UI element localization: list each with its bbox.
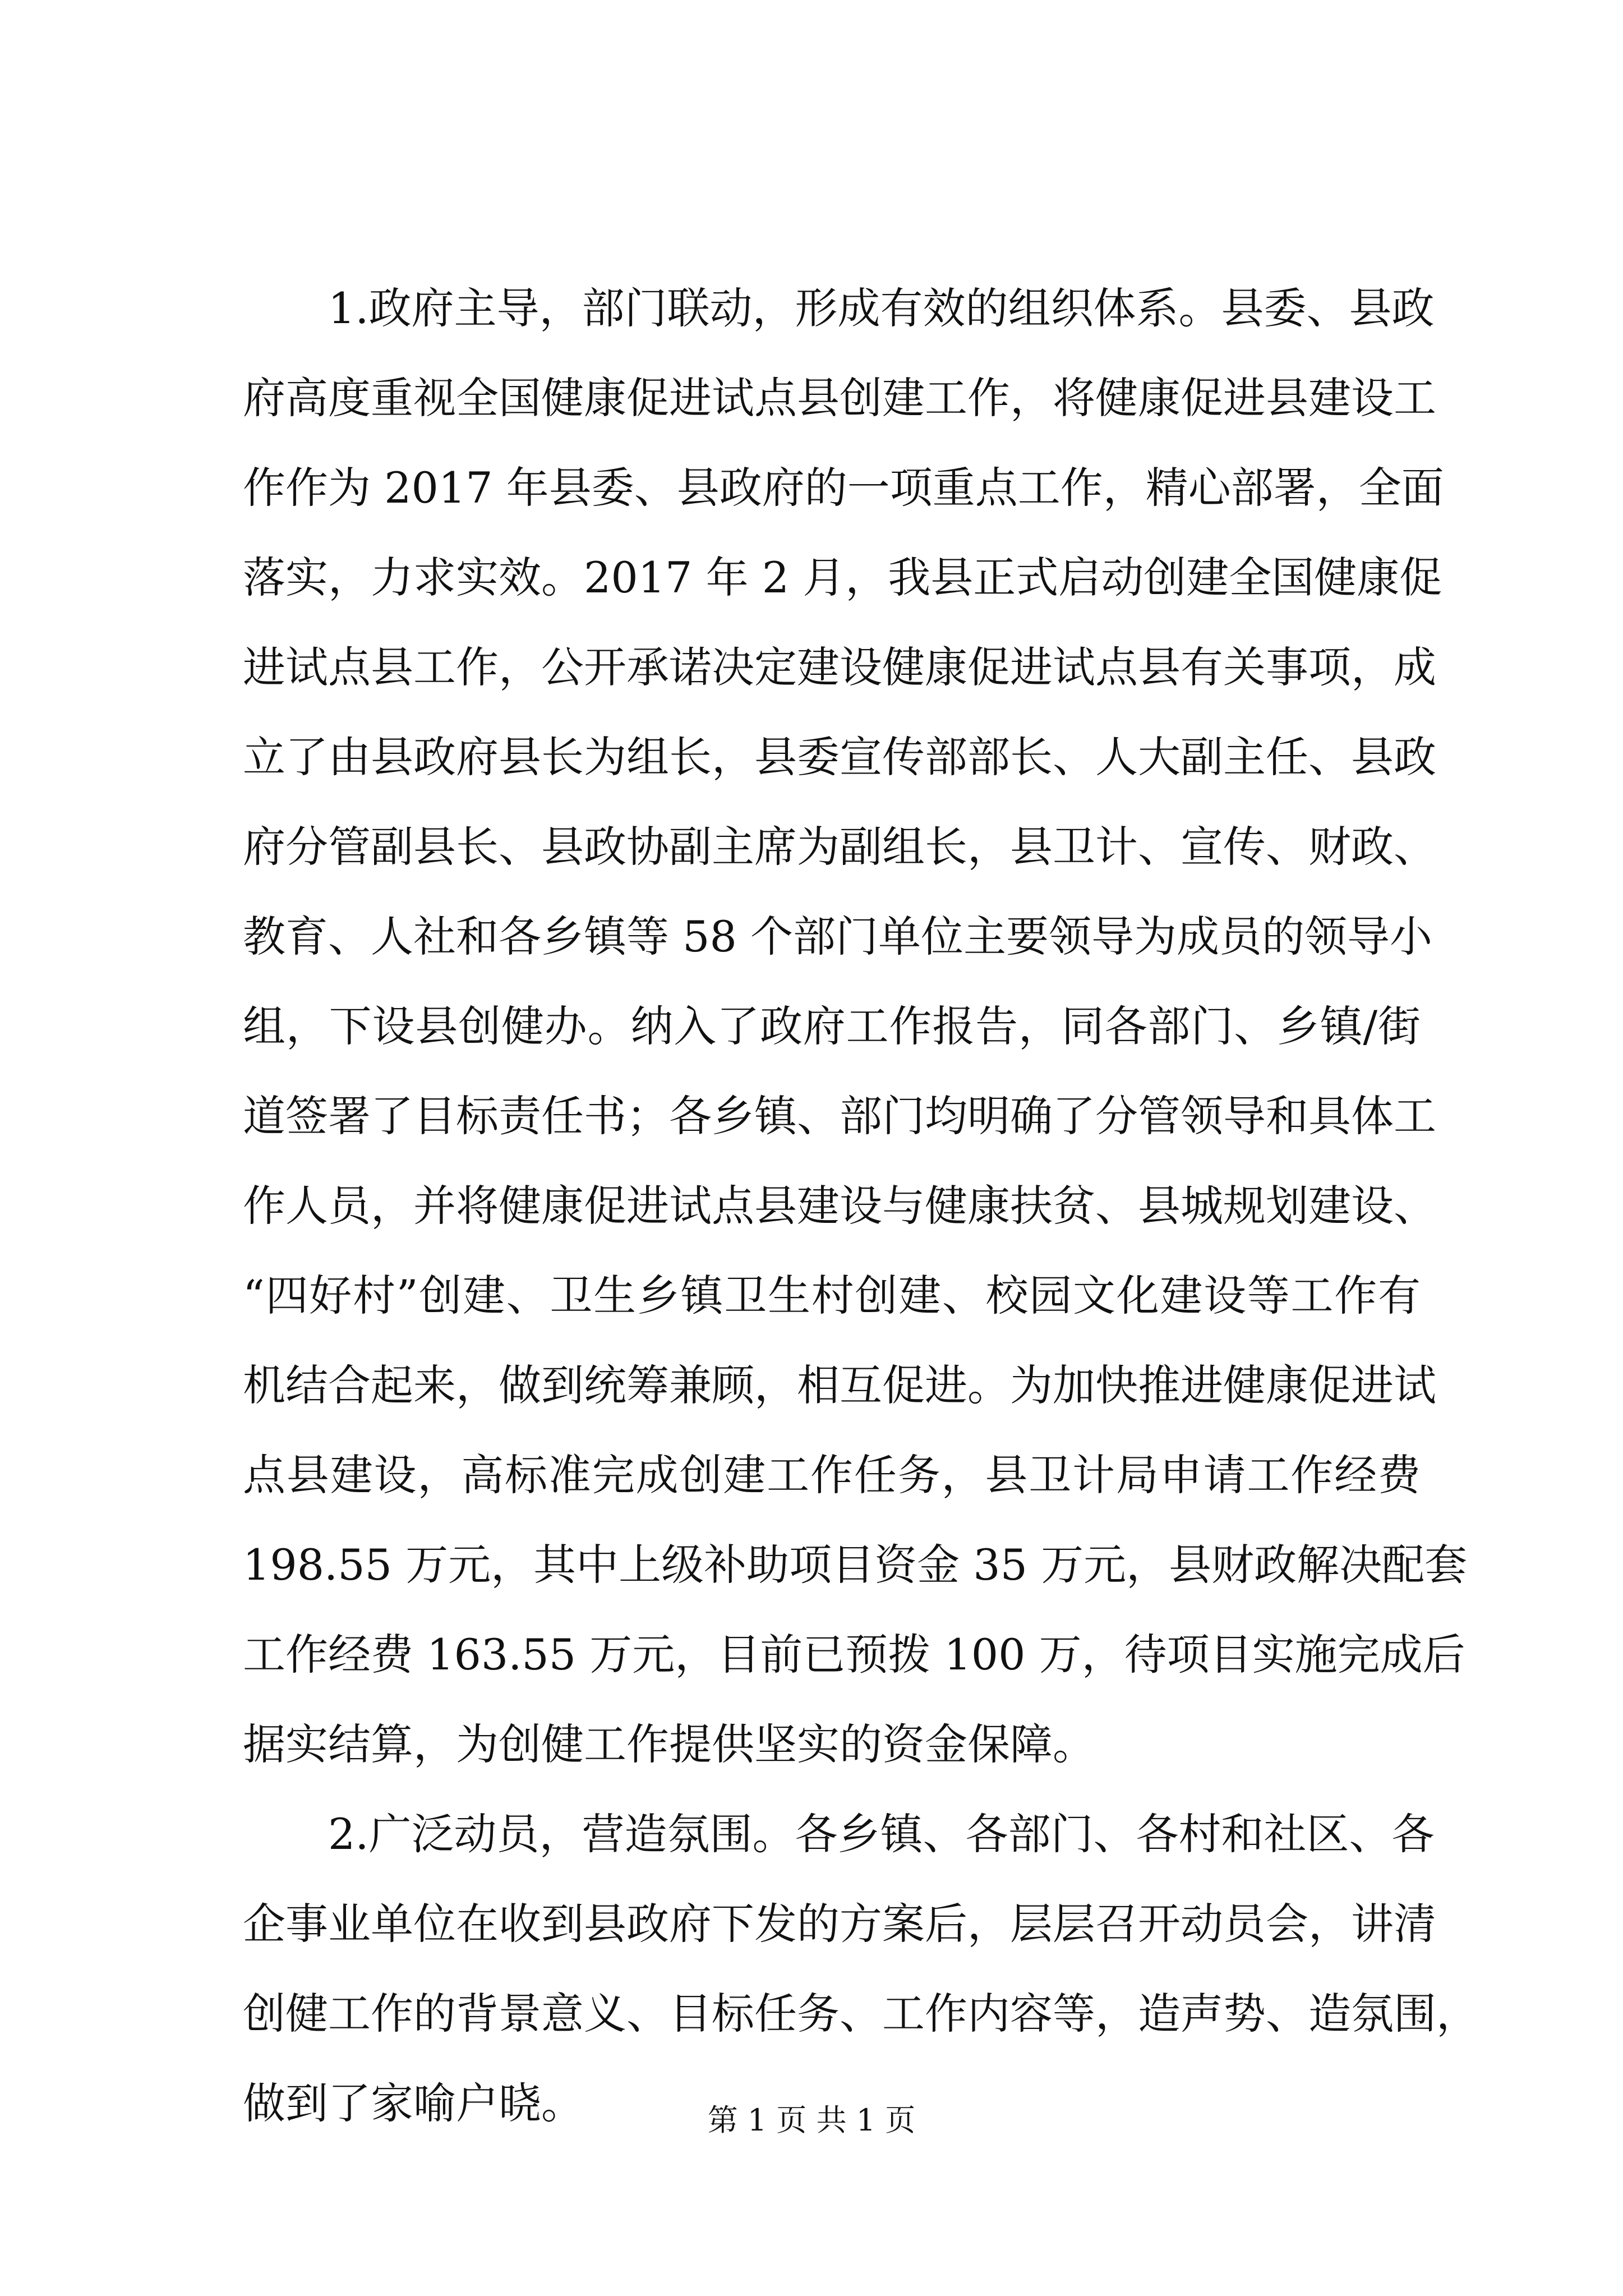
paragraph-line: 作作为 2017 年县委、县政府的一项重点工作，精心部署，全面 xyxy=(243,463,1444,513)
paragraph-line: 企事业单位在收到县政府下发的方案后，层层召开动员会，讲清 xyxy=(243,1899,1436,1949)
paragraph-line: 作人员，并将健康促进试点县建设与健康扶贫、县城规划建设、 xyxy=(243,1181,1436,1231)
page-footer: 第 1 页 共 1 页 xyxy=(707,2102,916,2138)
paragraph-line: 道签署了目标责任书；各乡镇、部门均明确了分管领导和具体工 xyxy=(243,1091,1436,1141)
paragraph-line: 进试点县工作，公开承诺决定建设健康促进试点县有关事项，成 xyxy=(243,642,1436,692)
paragraph-line: “四好村”创建、卫生乡镇卫生村创建、校园文化建设等工作有 xyxy=(243,1271,1421,1320)
paragraph-line: 据实结算，为创健工作提供坚实的资金保障。 xyxy=(243,1719,1095,1769)
paragraph-line: 府分管副县长、县政协副主席为副组长，县卫计、宣传、财政、 xyxy=(243,822,1436,872)
paragraph-line: 点县建设，高标准完成创建工作任务，县卫计局申请工作经费 xyxy=(243,1450,1421,1500)
paragraph-line: 组，下设县创健办。纳入了政府工作报告，同各部门、乡镇/街 xyxy=(243,1001,1421,1051)
paragraph-line: 教育、人社和各乡镇等 58 个部门单位主要领导为成员的领导小 xyxy=(243,912,1433,961)
paragraph-line: 198.55 万元，其中上级补助项目资金 35 万元，县财政解决配套 xyxy=(243,1540,1468,1590)
document-body xyxy=(243,264,1479,2148)
paragraph-line: 创健工作的背景意义、目标任务、工作内容等，造声势、造氛围， xyxy=(243,1989,1479,2039)
paragraph-line: 2.广泛动员，营造氛围。各乡镇、各部门、各村和社区、各 xyxy=(328,1809,1435,1859)
paragraph-line: 机结合起来，做到统筹兼顾，相互促进。为加快推进健康促进试 xyxy=(243,1360,1436,1410)
paragraph-line: 工作经费 163.55 万元，目前已预拨 100 万，待项目实施完成后 xyxy=(243,1630,1465,1680)
paragraph-line: 做到了家喻户晓。 xyxy=(243,2078,584,2128)
paragraph-line: 府高度重视全国健康促进试点县创建工作，将健康促进县建设工 xyxy=(243,373,1436,423)
paragraph-1 xyxy=(243,264,1468,1789)
paragraph-line: 1.政府主导，部门联动，形成有效的组织体系。县委、县政 xyxy=(328,283,1435,333)
paragraph-line: 立了由县政府县长为组长，县委宣传部部长、人大副主任、县政 xyxy=(243,732,1436,782)
paragraph-2 xyxy=(243,1789,1479,2148)
paragraph-line: 落实，力求实效。2017 年 2 月，我县正式启动创建全国健康促 xyxy=(243,553,1442,602)
